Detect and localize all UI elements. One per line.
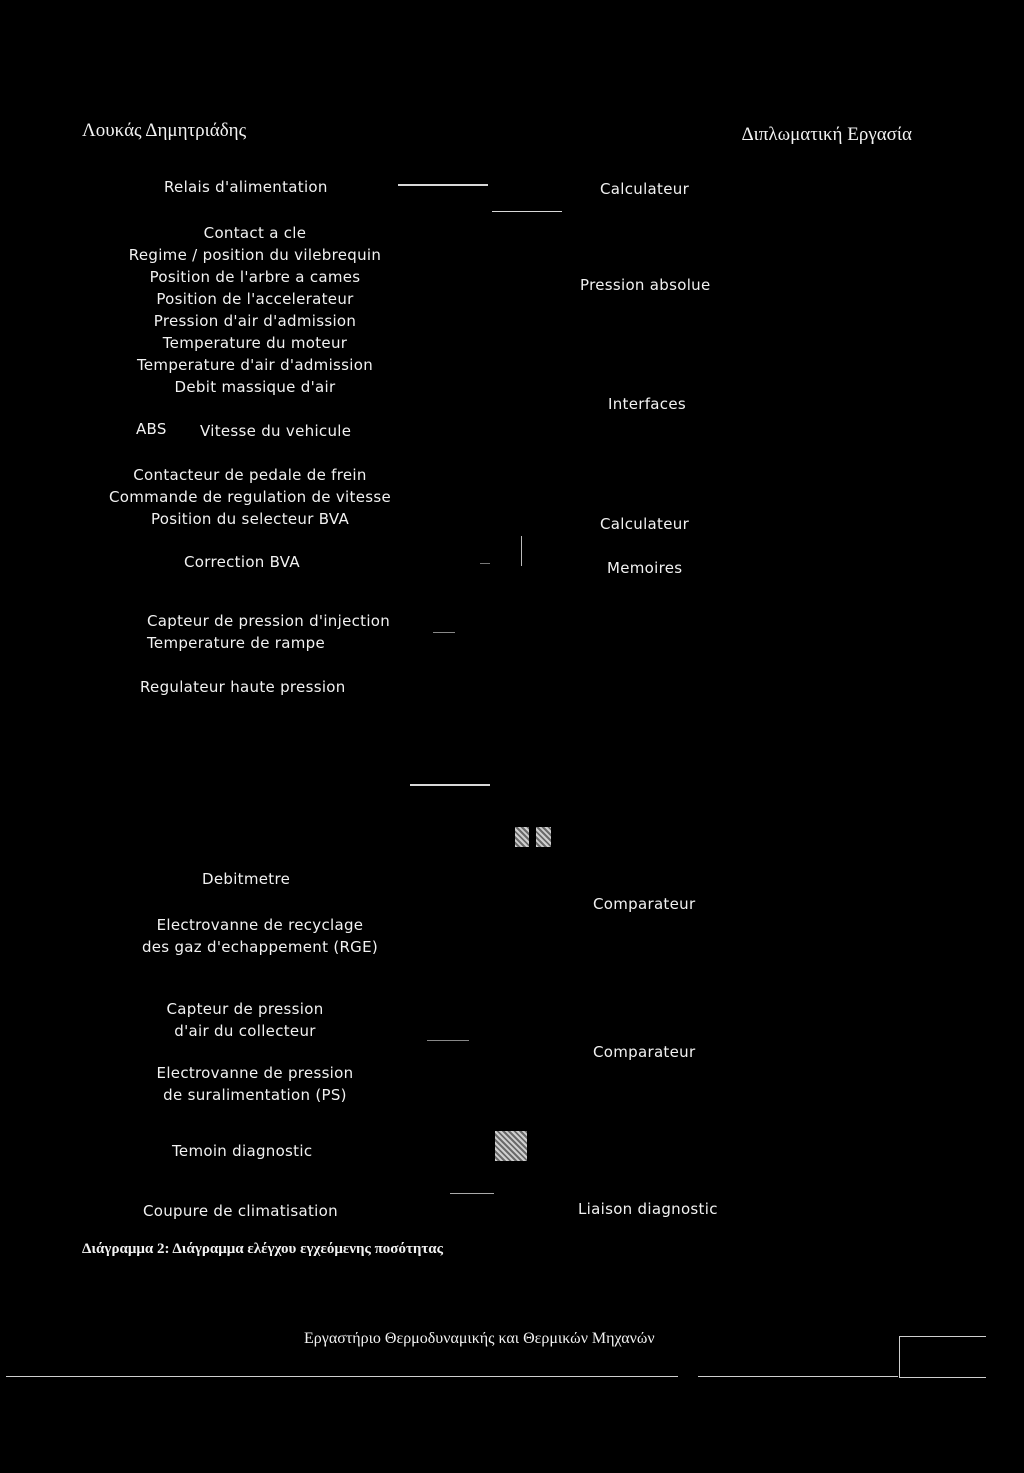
input-item: Pression d'air d'admission: [153, 312, 357, 330]
comparateur-1-label: Comparateur: [593, 895, 696, 913]
pression-absolue-label: Pression absolue: [580, 276, 711, 294]
capteur-collecteur-label: [120, 998, 370, 1042]
input-item: Temperature de rampe: [147, 634, 326, 652]
ps-label: [110, 1062, 400, 1106]
memoires-label: Memoires: [607, 559, 683, 577]
input-item: Temperature d'air d'admission: [136, 356, 374, 374]
temoin-label: Temoin diagnostic: [172, 1142, 313, 1160]
connector-line: [410, 784, 490, 786]
connector-line: [450, 1193, 494, 1194]
egr-label: [110, 914, 410, 958]
input-item: Position de l'accelerateur: [156, 290, 354, 308]
input-item: Position de l'arbre a cames: [149, 268, 361, 286]
regulateur-label: Regulateur haute pression: [140, 678, 346, 696]
input-item: Position du selecteur BVA: [150, 510, 350, 528]
connector-line: [427, 1040, 469, 1041]
calculateur-top-label: Calculateur: [600, 180, 690, 198]
ps-line: de suralimentation (PS): [163, 1086, 347, 1104]
relais-label: Relais d'alimentation: [164, 178, 328, 196]
figure-caption: Διάγραμμα 2: Διάγραμμα ελέγχου εγχεόμενης ποσότητας: [82, 1241, 443, 1257]
connector-line: [492, 211, 562, 212]
footer-rule: [698, 1376, 898, 1377]
interfaces-label: Interfaces: [608, 395, 686, 413]
vitesse-label: Vitesse du vehicule: [200, 422, 352, 440]
connector-line: [398, 184, 488, 186]
diagram-block-marker: [515, 827, 529, 847]
input-item: Regime / position du vilebrequin: [128, 246, 382, 264]
diagram-block-marker: [495, 1131, 527, 1161]
diagram-block-marker: [536, 827, 551, 847]
input-item: Capteur de pression d'injection: [147, 612, 391, 630]
comparateur-2-label: Comparateur: [593, 1043, 696, 1061]
ps-line: Electrovanne de pression: [156, 1064, 354, 1082]
input-item: Debit massique d'air: [174, 378, 336, 396]
input-item: Contacteur de pedale de frein: [133, 466, 367, 484]
correction-bva-label: Correction BVA: [184, 553, 300, 571]
capteur-line: d'air du collecteur: [174, 1022, 316, 1040]
liaison-label: Liaison diagnostic: [578, 1200, 718, 1218]
author-name: Λουκάς Δημητριάδης: [82, 120, 247, 141]
input-item: Temperature du moteur: [162, 334, 348, 352]
connector-line: [480, 563, 490, 564]
connector-line: [521, 536, 522, 566]
capteur-line: Capteur de pression: [166, 1000, 324, 1018]
footer-rule: [6, 1376, 678, 1377]
calculateur-mid-label: Calculateur: [600, 515, 690, 533]
footer-lab: Εργαστήριο Θερμοδυναμικής και Θερμικών Μηχανών: [304, 1330, 655, 1347]
inputs-injection-list: [147, 610, 390, 654]
input-item: Contact a cle: [203, 224, 307, 242]
connector-line: [433, 632, 455, 633]
egr-line: des gaz d'echappement (RGE): [141, 938, 379, 956]
footer-box: [899, 1336, 986, 1378]
input-item: Commande de regulation de vitesse: [109, 488, 391, 506]
clim-label: Coupure de climatisation: [143, 1202, 338, 1220]
inputs-mid-list: [80, 464, 420, 530]
document-type: Διπλωματική Εργασία: [741, 124, 912, 145]
egr-line: Electrovanne de recyclage: [156, 916, 364, 934]
inputs-top-list: [90, 222, 420, 398]
debitmetre-label: Debitmetre: [202, 870, 291, 888]
abs-label: ABS: [136, 420, 167, 438]
